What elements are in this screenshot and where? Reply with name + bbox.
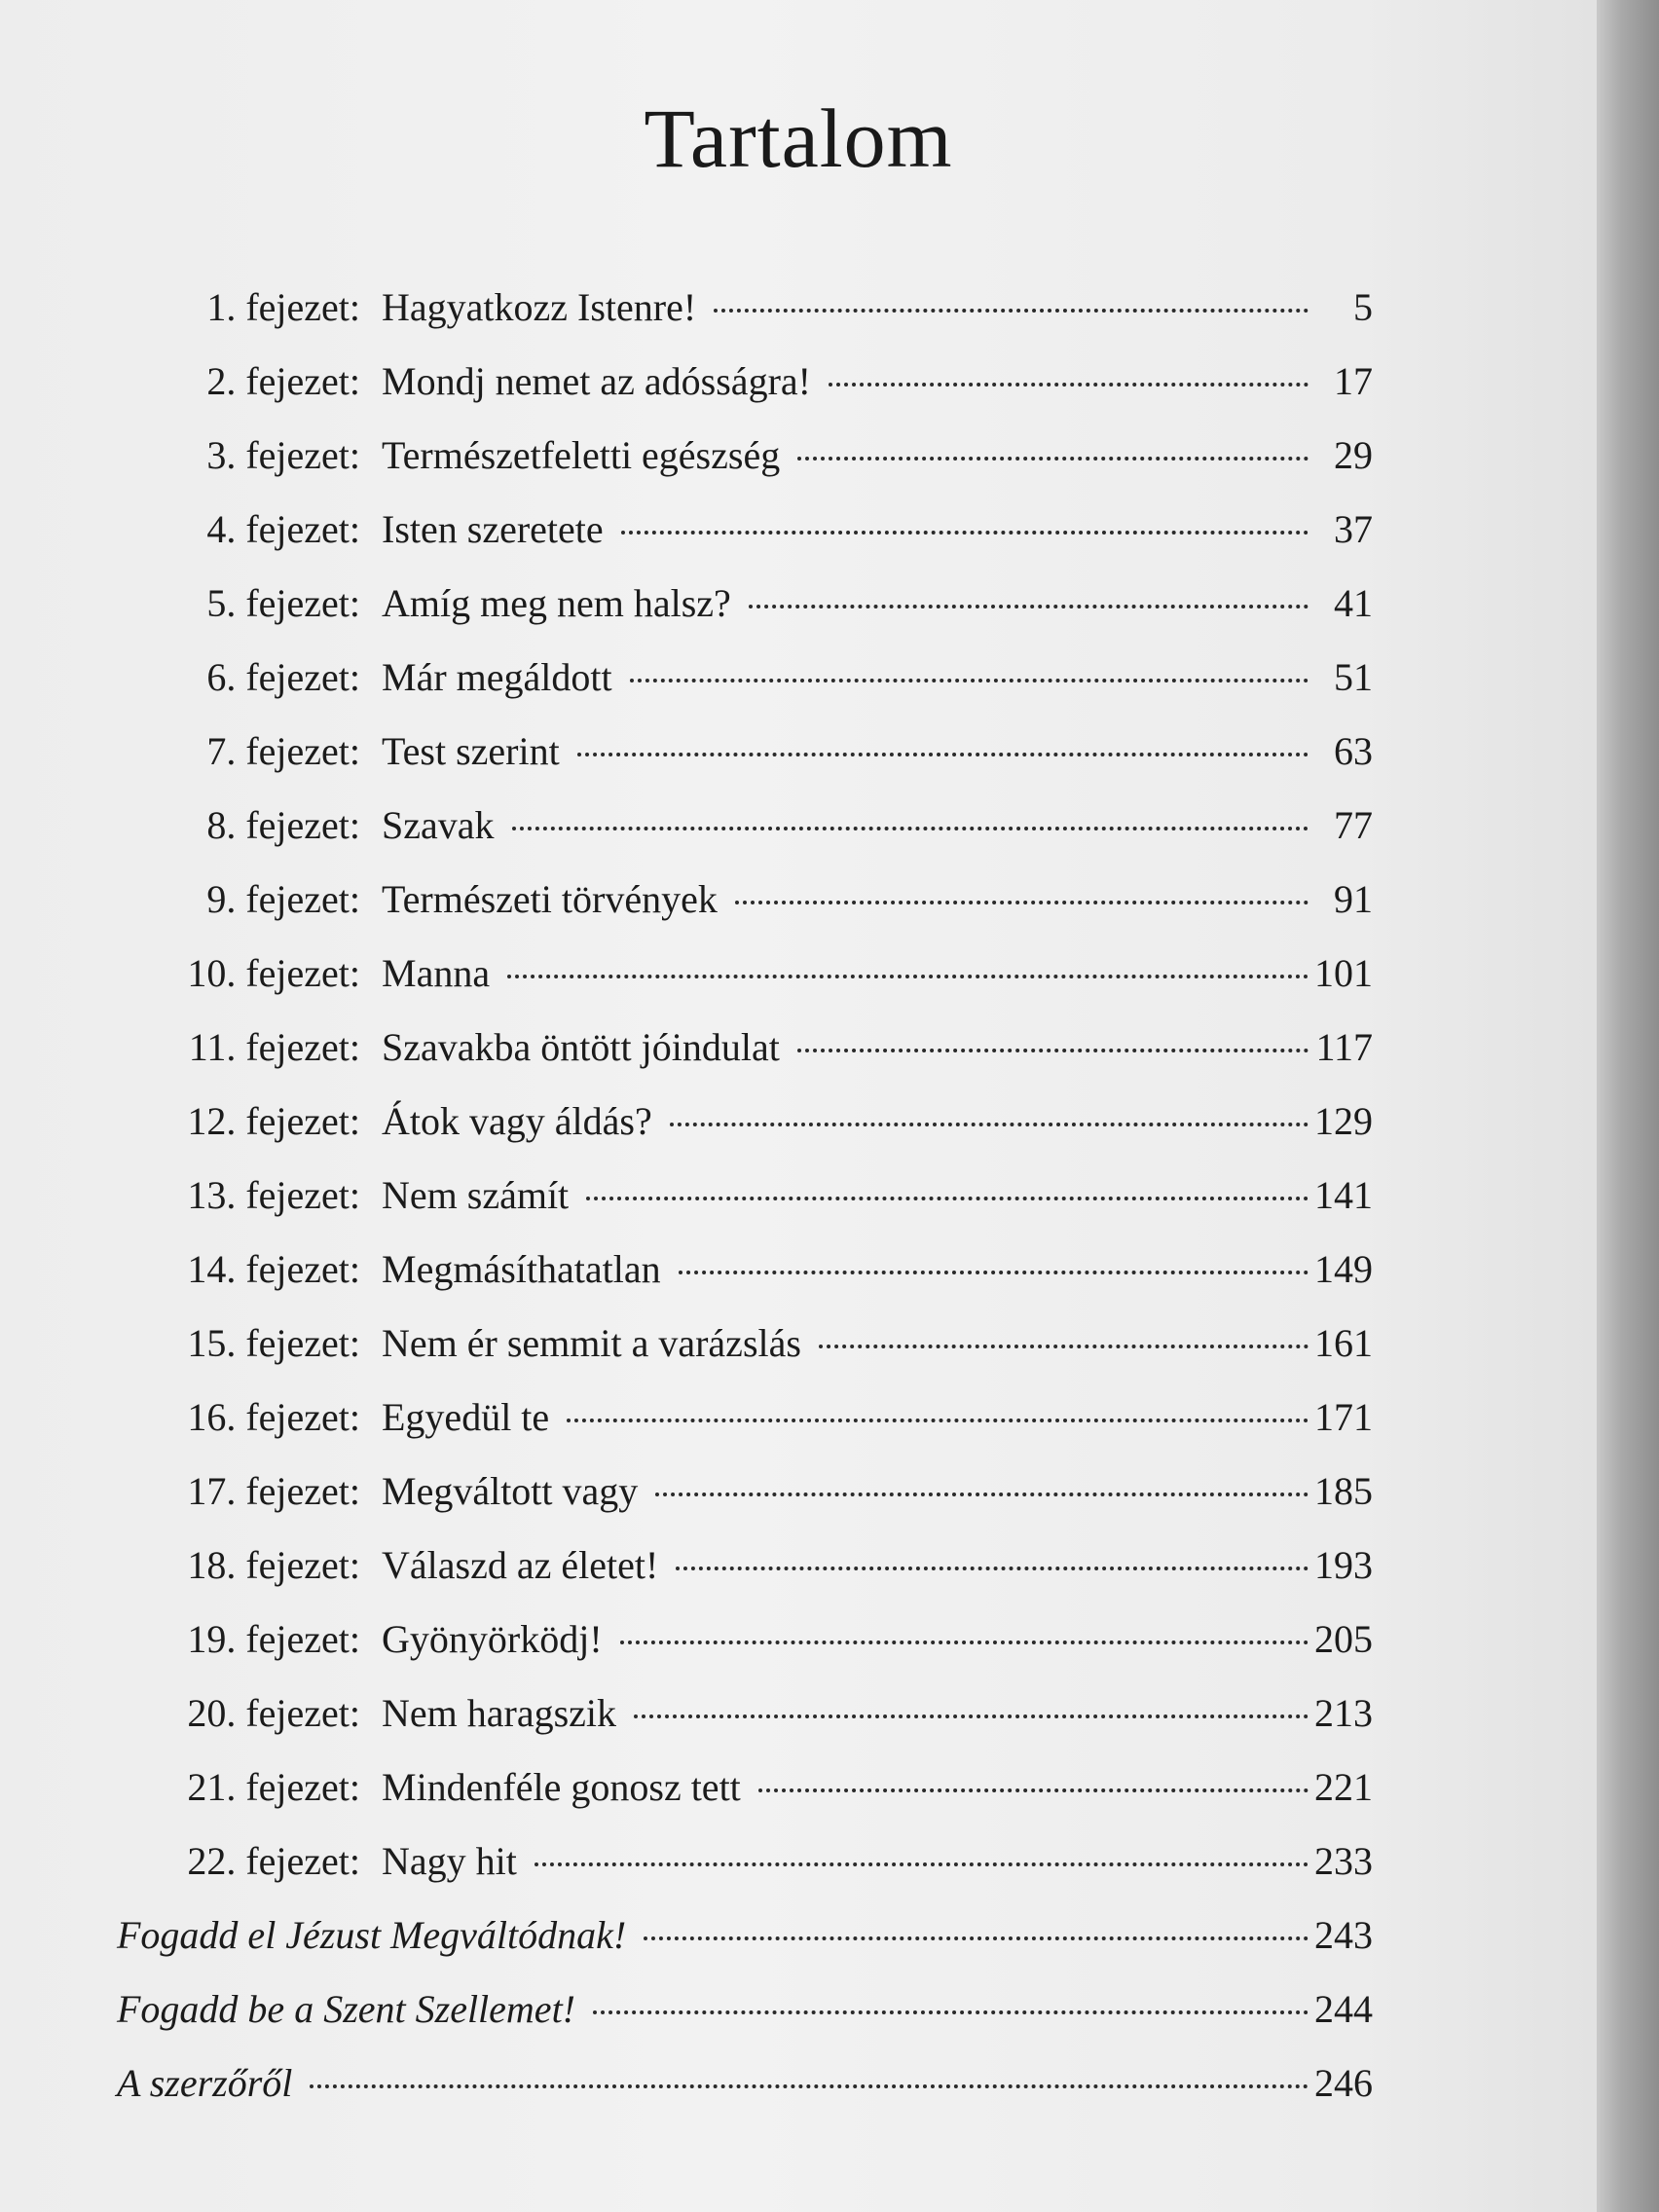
chapter-number: 4. fejezet: <box>206 507 360 551</box>
dot-leader <box>714 309 1309 313</box>
toc-entry <box>117 802 1373 876</box>
dot-leader <box>797 457 1309 461</box>
page-number: 171 <box>1314 1395 1373 1439</box>
chapter-number: 1. fejezet: <box>206 285 360 329</box>
page-number: 117 <box>1315 1025 1373 1069</box>
dot-leader <box>829 383 1309 387</box>
toc-entry <box>117 1468 1373 1542</box>
back-matter-entry <box>117 2060 1373 2134</box>
entry-title: Gyönyörködj! <box>382 1617 603 1661</box>
page-number: 141 <box>1314 1173 1373 1217</box>
page-number: 51 <box>1334 655 1373 699</box>
toc-entry <box>117 1616 1373 1690</box>
page-title: Tartalom <box>644 92 953 185</box>
page-number: 63 <box>1334 729 1373 773</box>
dot-leader <box>735 901 1309 904</box>
page-number: 17 <box>1334 359 1373 403</box>
entry-title: Manna <box>382 951 491 995</box>
entry-title: Megváltott vagy <box>382 1469 639 1513</box>
toc-entry <box>117 1246 1373 1320</box>
dot-leader <box>676 1567 1309 1570</box>
chapter-number: 18. fejezet: <box>187 1543 360 1587</box>
toc-entry <box>117 358 1373 432</box>
entry-title: Természetfeletti egészség <box>382 433 781 477</box>
chapter-number: 20. fejezet: <box>187 1691 360 1735</box>
toc-entry <box>117 580 1373 654</box>
entry-title: Amíg meg nem halsz? <box>382 581 731 625</box>
chapter-number: 17. fejezet: <box>187 1469 360 1513</box>
entry-title: A szerzőről <box>117 2061 293 2105</box>
page-edge <box>1597 0 1659 2212</box>
entry-title: Test szerint <box>382 729 560 773</box>
page-number: 185 <box>1314 1469 1373 1513</box>
page-number: 41 <box>1334 581 1373 625</box>
dot-leader <box>655 1493 1309 1496</box>
toc-entry <box>117 1172 1373 1246</box>
page-number: 101 <box>1314 951 1373 995</box>
chapter-number: 11. fejezet: <box>188 1025 360 1069</box>
page-number: 205 <box>1314 1617 1373 1661</box>
entry-title: Fogadd el Jézust Megváltódnak! <box>117 1913 627 1957</box>
entry-title: Természeti törvények <box>382 877 718 921</box>
back-matter-entry <box>117 1986 1373 2060</box>
toc-entry <box>117 1838 1373 1912</box>
page-number: 161 <box>1314 1321 1373 1365</box>
entry-title: Átok vagy áldás? <box>382 1099 652 1143</box>
entry-title: Már megáldott <box>382 655 612 699</box>
entry-title: Nem ér semmit a varázslás <box>382 1321 801 1365</box>
toc-entry <box>117 1098 1373 1172</box>
chapter-number: 9. fejezet: <box>206 877 360 921</box>
toc-entry <box>117 1394 1373 1468</box>
chapter-number: 13. fejezet: <box>187 1173 360 1217</box>
dot-leader <box>797 1049 1309 1052</box>
table-of-contents <box>117 284 1373 2134</box>
toc-entry <box>117 876 1373 950</box>
entry-title: Megmásíthatatlan <box>382 1247 661 1291</box>
chapter-number: 10. fejezet: <box>187 951 360 995</box>
entry-title: Egyedül te <box>382 1395 550 1439</box>
chapter-number: 6. fejezet: <box>206 655 360 699</box>
dot-leader <box>758 1788 1309 1792</box>
entry-title: Szavakba öntött jóindulat <box>382 1025 780 1069</box>
page-number: 91 <box>1334 877 1373 921</box>
dot-leader <box>586 1197 1309 1200</box>
toc-entry <box>117 1320 1373 1394</box>
chapter-number: 3. fejezet: <box>206 433 360 477</box>
chapter-number: 16. fejezet: <box>187 1395 360 1439</box>
dot-leader <box>310 2084 1309 2088</box>
chapter-number: 8. fejezet: <box>206 803 360 847</box>
dot-leader <box>507 975 1309 978</box>
chapter-number: 19. fejezet: <box>187 1617 360 1661</box>
page-number: 77 <box>1334 803 1373 847</box>
chapter-number: 21. fejezet: <box>187 1765 360 1809</box>
dot-leader <box>749 605 1309 608</box>
chapter-number: 7. fejezet: <box>206 729 360 773</box>
page-number: 244 <box>1314 1987 1373 2031</box>
entry-title: Fogadd be a Szent Szellemet! <box>117 1987 575 2031</box>
toc-entry <box>117 654 1373 728</box>
entry-title: Hagyatkozz Istenre! <box>382 285 697 329</box>
dot-leader <box>679 1271 1309 1274</box>
chapter-number: 15. fejezet: <box>187 1321 360 1365</box>
entry-title: Válaszd az életet! <box>382 1543 659 1587</box>
toc-entry <box>117 284 1373 358</box>
dot-leader <box>535 1862 1309 1866</box>
toc-entry <box>117 1764 1373 1838</box>
page-number: 233 <box>1314 1839 1373 1883</box>
toc-entry <box>117 728 1373 802</box>
page-number: 129 <box>1314 1099 1373 1143</box>
chapter-number: 2. fejezet: <box>206 359 360 403</box>
toc-entry <box>117 506 1373 580</box>
toc-entry <box>117 950 1373 1024</box>
page-number: 29 <box>1334 433 1373 477</box>
entry-title: Nagy hit <box>382 1839 517 1883</box>
dot-leader <box>512 827 1309 830</box>
dot-leader <box>670 1123 1309 1126</box>
page-number: 5 <box>1353 285 1373 329</box>
dot-leader <box>819 1345 1309 1348</box>
dot-leader <box>630 679 1309 682</box>
entry-title: Szavak <box>382 803 495 847</box>
back-matter-entry <box>117 1912 1373 1986</box>
toc-entry <box>117 1690 1373 1764</box>
dot-leader <box>644 1936 1309 1940</box>
chapter-number: 5. fejezet: <box>206 581 360 625</box>
entry-title: Nem haragszik <box>382 1691 617 1735</box>
entry-title: Isten szeretete <box>382 507 604 551</box>
dot-leader <box>577 753 1309 756</box>
dot-leader <box>567 1419 1309 1422</box>
dot-leader <box>620 1641 1309 1644</box>
dot-leader <box>593 2010 1309 2014</box>
page-number: 221 <box>1314 1765 1373 1809</box>
page-number: 243 <box>1314 1913 1373 1957</box>
page-number: 149 <box>1314 1247 1373 1291</box>
page-number: 193 <box>1314 1543 1373 1587</box>
page-number: 246 <box>1314 2061 1373 2105</box>
page-number: 37 <box>1334 507 1373 551</box>
entry-title: Mindenféle gonosz tett <box>382 1765 741 1809</box>
chapter-number: 14. fejezet: <box>187 1247 360 1291</box>
toc-entry <box>117 1542 1373 1616</box>
chapter-number: 12. fejezet: <box>187 1099 360 1143</box>
toc-entry <box>117 432 1373 506</box>
dot-leader <box>634 1714 1309 1718</box>
entry-title: Nem számít <box>382 1173 570 1217</box>
page-number: 213 <box>1314 1691 1373 1735</box>
chapter-number: 22. fejezet: <box>187 1839 360 1883</box>
dot-leader <box>621 531 1309 535</box>
entry-title: Mondj nemet az adósságra! <box>382 359 811 403</box>
toc-entry <box>117 1024 1373 1098</box>
